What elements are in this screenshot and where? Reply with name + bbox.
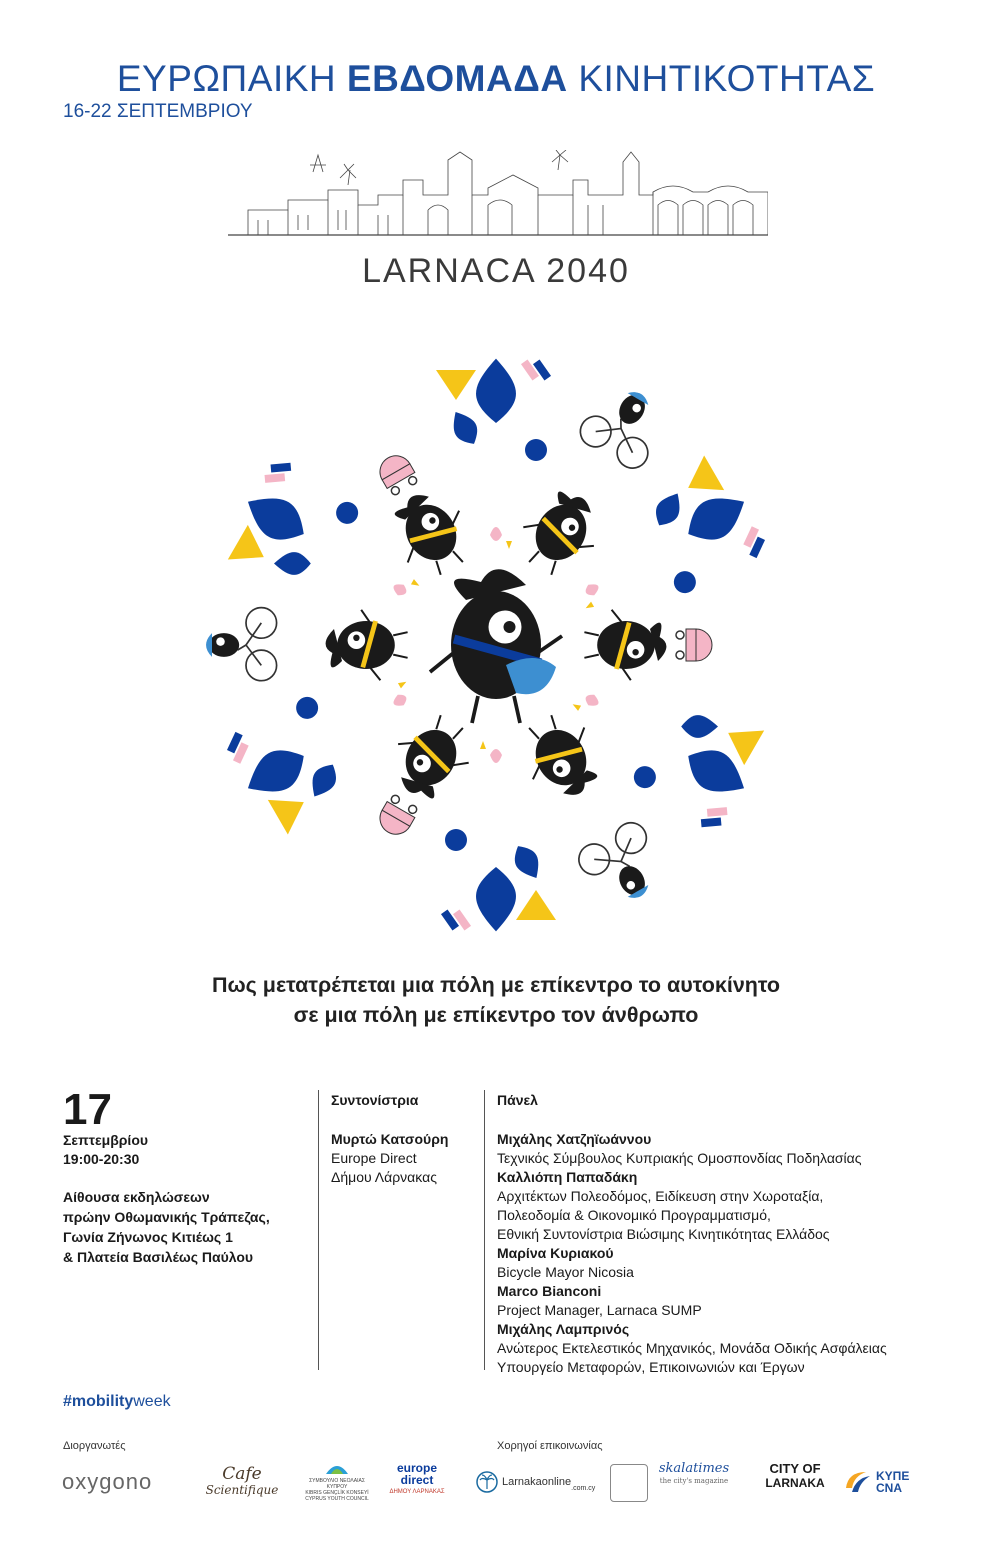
- rider-body: [614, 390, 650, 428]
- headline-line-1: Πως μετατρέπεται μια πόλη με επίκεντρο το αυτοκίνητο: [211, 973, 781, 997]
- drop-shape: [476, 867, 516, 931]
- pram-wheel: [407, 804, 418, 815]
- rider-body: [614, 861, 650, 899]
- drop-shape: [681, 715, 718, 738]
- oxygono-logo: oxygono: [62, 1469, 153, 1494]
- umbrella-icon: [325, 1462, 349, 1478]
- blue-stripe: [701, 817, 722, 827]
- drop-shape: [446, 406, 484, 449]
- mandala-figure-ring: [508, 704, 672, 915]
- venue-line: & Πλατεία Βασιλέως Παύλου: [63, 1249, 254, 1265]
- sponsors-label: Χορηγοί επικοινωνίας: [497, 1440, 603, 1452]
- headline-line-2: σε μια πόλη με επίκεντρο τον άνθρωπο: [293, 1003, 699, 1027]
- character-figure: [380, 704, 482, 810]
- cyc-line: KIBRIS GENÇLİK KONSEYİ: [305, 1490, 369, 1496]
- mandala-segment: [441, 829, 556, 931]
- blue-stripe: [271, 463, 292, 473]
- panelist-role: Πολεοδομία & Οικονομικό Προγραμματισμό,: [497, 1207, 771, 1223]
- mandala-figure-ring: [358, 704, 483, 850]
- event-day: 17: [63, 1085, 112, 1134]
- coordinator-name: Μυρτώ Κατσούρη: [331, 1131, 449, 1147]
- europe-direct-bottom: direct: [400, 1473, 434, 1487]
- bike-wheel: [246, 650, 277, 681]
- mobility-mandala-illustration: [180, 340, 812, 950]
- hashtag-bold: #mobility: [63, 1393, 134, 1410]
- event-month: Σεπτεμβρίου: [63, 1132, 149, 1148]
- panelist-role: Υπουργείο Μεταφορών, Επικοινωνιών και Έργων: [497, 1359, 805, 1375]
- tiny-triangle: [398, 679, 408, 688]
- organizers-label: Διοργανωτές: [63, 1440, 126, 1452]
- character-figure: [380, 480, 482, 586]
- pram-basket: [686, 629, 696, 661]
- panelist-role: Project Manager, Larnaca SUMP: [497, 1302, 702, 1318]
- triangle: [436, 370, 476, 400]
- page-title: [0, 58, 992, 100]
- column-divider: [484, 1090, 485, 1370]
- city-top: CITY OF: [769, 1461, 821, 1476]
- mandala-figure-ring: [206, 608, 408, 681]
- panelist-name: Καλλιόπη Παπαδάκη: [497, 1169, 638, 1185]
- europe-direct-logo: [383, 1462, 451, 1502]
- drop-shape: [476, 359, 516, 423]
- drop-path: [274, 552, 311, 575]
- mandala-figure-ring: [358, 440, 483, 586]
- petal: [391, 692, 409, 709]
- character-body: [526, 721, 596, 795]
- character-figure: [510, 480, 612, 586]
- pram-wheel: [390, 485, 401, 496]
- rider-eye: [216, 637, 225, 646]
- mandala-figure-ring: [509, 376, 673, 587]
- tiny-triangle: [584, 602, 594, 611]
- mandala-inner-ring: [391, 572, 421, 602]
- pram-wheel: [676, 651, 684, 659]
- hashtag-light: week: [133, 1393, 171, 1410]
- petal: [490, 527, 502, 541]
- pram-wheel: [390, 794, 401, 805]
- drop-path: [238, 739, 314, 806]
- headline: [0, 970, 992, 1030]
- event-dates: 16-22 ΣΕΠΤΕΜΒΡΙΟΥ: [63, 101, 253, 122]
- title-part-2: ΚΙΝΗΤΙΚΟΤΗΤΑΣ: [578, 58, 876, 99]
- mandala-figure-ring: [584, 610, 712, 680]
- title-part-1: ΕΥΡΩΠΑΙΚΗ: [116, 58, 337, 99]
- drop-shape: [238, 739, 314, 806]
- drop-path: [476, 359, 516, 423]
- drop-path: [678, 485, 754, 552]
- petal: [583, 581, 601, 598]
- drop-path: [508, 840, 546, 883]
- tiny-triangle: [571, 702, 581, 711]
- drop-shape: [678, 485, 754, 552]
- mandala-inner-ring: [490, 527, 512, 549]
- dot: [670, 567, 700, 597]
- mandala-segment: [625, 450, 771, 601]
- triangle: [516, 890, 556, 920]
- drop-path: [649, 488, 687, 531]
- pram-figure: [374, 450, 420, 497]
- character-figure: [430, 569, 562, 723]
- pink-stripe: [707, 807, 728, 817]
- pram-figure: [374, 793, 420, 840]
- bike-frame: [238, 623, 262, 666]
- pram-hood: [696, 629, 712, 661]
- tiny-triangle: [411, 579, 421, 588]
- europe-direct-sub: ΔΗΜΟΥ ΛΑΡΝΑΚΑΣ: [389, 1489, 445, 1495]
- bicycle-figure: [575, 376, 674, 474]
- character-figure: [584, 610, 666, 680]
- panelist-name: Μιχάλης Χατζηϊωάννου: [497, 1131, 652, 1147]
- drop-path: [305, 759, 343, 802]
- drop-shape: [508, 840, 546, 883]
- bicycle-figure: [206, 608, 277, 681]
- rider-helmet: [206, 633, 212, 657]
- drop-path: [476, 867, 516, 931]
- venue-line: Γωνία Ζήνωνος Κιτιέως 1: [63, 1229, 233, 1245]
- panelist-role: Αρχιτέκτων Πολεοδόμος, Ειδίκευση στην Χωροταξία,: [497, 1188, 824, 1204]
- drop-shape: [649, 488, 687, 531]
- dot: [332, 498, 362, 528]
- panel-list: [497, 1130, 967, 1377]
- cafe-scientifique-logo: [192, 1462, 292, 1502]
- title-part-bold: ΕΒΔΟΜΑΔΑ: [346, 58, 568, 99]
- event-time: 19:00-20:30: [63, 1151, 140, 1167]
- panel-heading: Πάνελ: [497, 1092, 538, 1108]
- k-magazine-logo: [610, 1464, 648, 1502]
- bicycle-figure: [573, 817, 672, 915]
- mandala-inner-ring: [480, 741, 502, 763]
- character-body: [396, 495, 466, 569]
- drop-path: [446, 406, 484, 449]
- hashtag[interactable]: [63, 1393, 171, 1411]
- palm-icon: [476, 1471, 498, 1493]
- skala-name: skalatimes: [658, 1461, 730, 1476]
- coordinator-role: Europe Direct: [331, 1150, 417, 1166]
- kype-bottom: CNA: [876, 1481, 902, 1495]
- bike-wheel: [610, 817, 652, 859]
- kype-swoosh-icon: [842, 1468, 872, 1496]
- pram-figure: [676, 629, 712, 661]
- column-divider: [318, 1090, 319, 1370]
- cafe-logo-top: Cafe: [222, 1464, 262, 1484]
- mandala-segment: [436, 359, 551, 461]
- drop-shape: [274, 552, 311, 575]
- skalatimes-logo: [654, 1462, 734, 1502]
- drop-path: [681, 715, 718, 738]
- venue-line: Αίθουσα εκδηλώσεων: [63, 1189, 210, 1205]
- panelist-role: Ανώτερος Εκτελεστικός Μηχανικός, Μονάδα Οδικής Ασφάλειας: [497, 1340, 887, 1356]
- mandala-inner-ring: [571, 688, 601, 718]
- event-venue: [63, 1187, 313, 1267]
- venue-line: πρώην Οθωμανικής Τράπεζας,: [63, 1209, 270, 1225]
- cyc-line: ΣΥΜΒΟΥΛΙΟ ΝΕΟΛΑΙΑΣ ΚΥΠΡΟΥ: [309, 1478, 365, 1490]
- city-of-larnaka-logo: [758, 1462, 832, 1502]
- triangle: [268, 785, 314, 835]
- mandala-segment: [218, 454, 364, 605]
- panelist-name: Μαρίνα Κυριακού: [497, 1245, 614, 1261]
- panelist-name: Μιχάλης Λαμπρινός: [497, 1321, 630, 1337]
- petal: [391, 581, 409, 598]
- tiny-triangle: [480, 741, 486, 749]
- character-figure: [326, 610, 408, 680]
- dot: [630, 762, 660, 792]
- dot: [525, 439, 547, 461]
- panelist-role: Τεχνικός Σύμβουλος Κυπριακής Ομοσπονδίας Ποδηλασίας: [497, 1150, 862, 1166]
- dot: [445, 829, 467, 851]
- coordinator-heading: Συντονίστρια: [331, 1092, 419, 1108]
- pram-wheel: [407, 475, 418, 486]
- brand-title: LARNACA 2040: [362, 252, 630, 290]
- larnakaonline-name: Larnakaonline: [502, 1476, 572, 1488]
- panelist-name: Marco Bianconi: [497, 1283, 602, 1299]
- youth-council-logo: [303, 1462, 371, 1502]
- coordinator-role: Δήμου Λάρνακας: [331, 1169, 437, 1185]
- petal: [490, 749, 502, 763]
- drop-shape: [305, 759, 343, 802]
- larnaca-skyline-illustration: [228, 150, 768, 250]
- panelist-role: Εθνική Συντονίστρια Βιώσιμης Κινητικότητας Ελλάδος: [497, 1226, 830, 1242]
- rider-body: [209, 633, 240, 657]
- triangle: [678, 456, 724, 506]
- pram-wheel: [676, 631, 684, 639]
- petal: [583, 692, 601, 709]
- city-bottom: LARNAKA: [765, 1476, 825, 1490]
- mandala-segment: [628, 685, 774, 836]
- europe-direct-top: europe: [396, 1461, 437, 1475]
- coordinator-block: [331, 1130, 448, 1187]
- character-pupil: [632, 649, 638, 655]
- panelist-role: Bicycle Mayor Nicosia: [497, 1264, 634, 1280]
- cyc-line: CYPRUS YOUTH COUNCIL: [305, 1496, 369, 1502]
- mandala-inner-ring: [576, 581, 606, 611]
- larnakaonline-sub: .com.cy: [571, 1485, 596, 1492]
- bike-wheel: [573, 838, 615, 880]
- character-pupil: [504, 621, 516, 633]
- tiny-triangle: [506, 541, 512, 549]
- mandala-inner-ring: [386, 679, 416, 709]
- character-figure: [510, 704, 612, 810]
- dot: [292, 693, 322, 723]
- larnakaonline-logo: [476, 1462, 596, 1502]
- cafe-logo-bottom: Scientifique: [205, 1483, 279, 1497]
- skala-sub: the city's magazine: [659, 1477, 729, 1485]
- mandala-segment: [220, 689, 366, 840]
- kype-top: ΚΥΠΕ: [876, 1469, 910, 1483]
- pink-stripe: [265, 473, 286, 483]
- kype-cna-logo: [842, 1462, 942, 1502]
- character-pupil: [353, 635, 359, 641]
